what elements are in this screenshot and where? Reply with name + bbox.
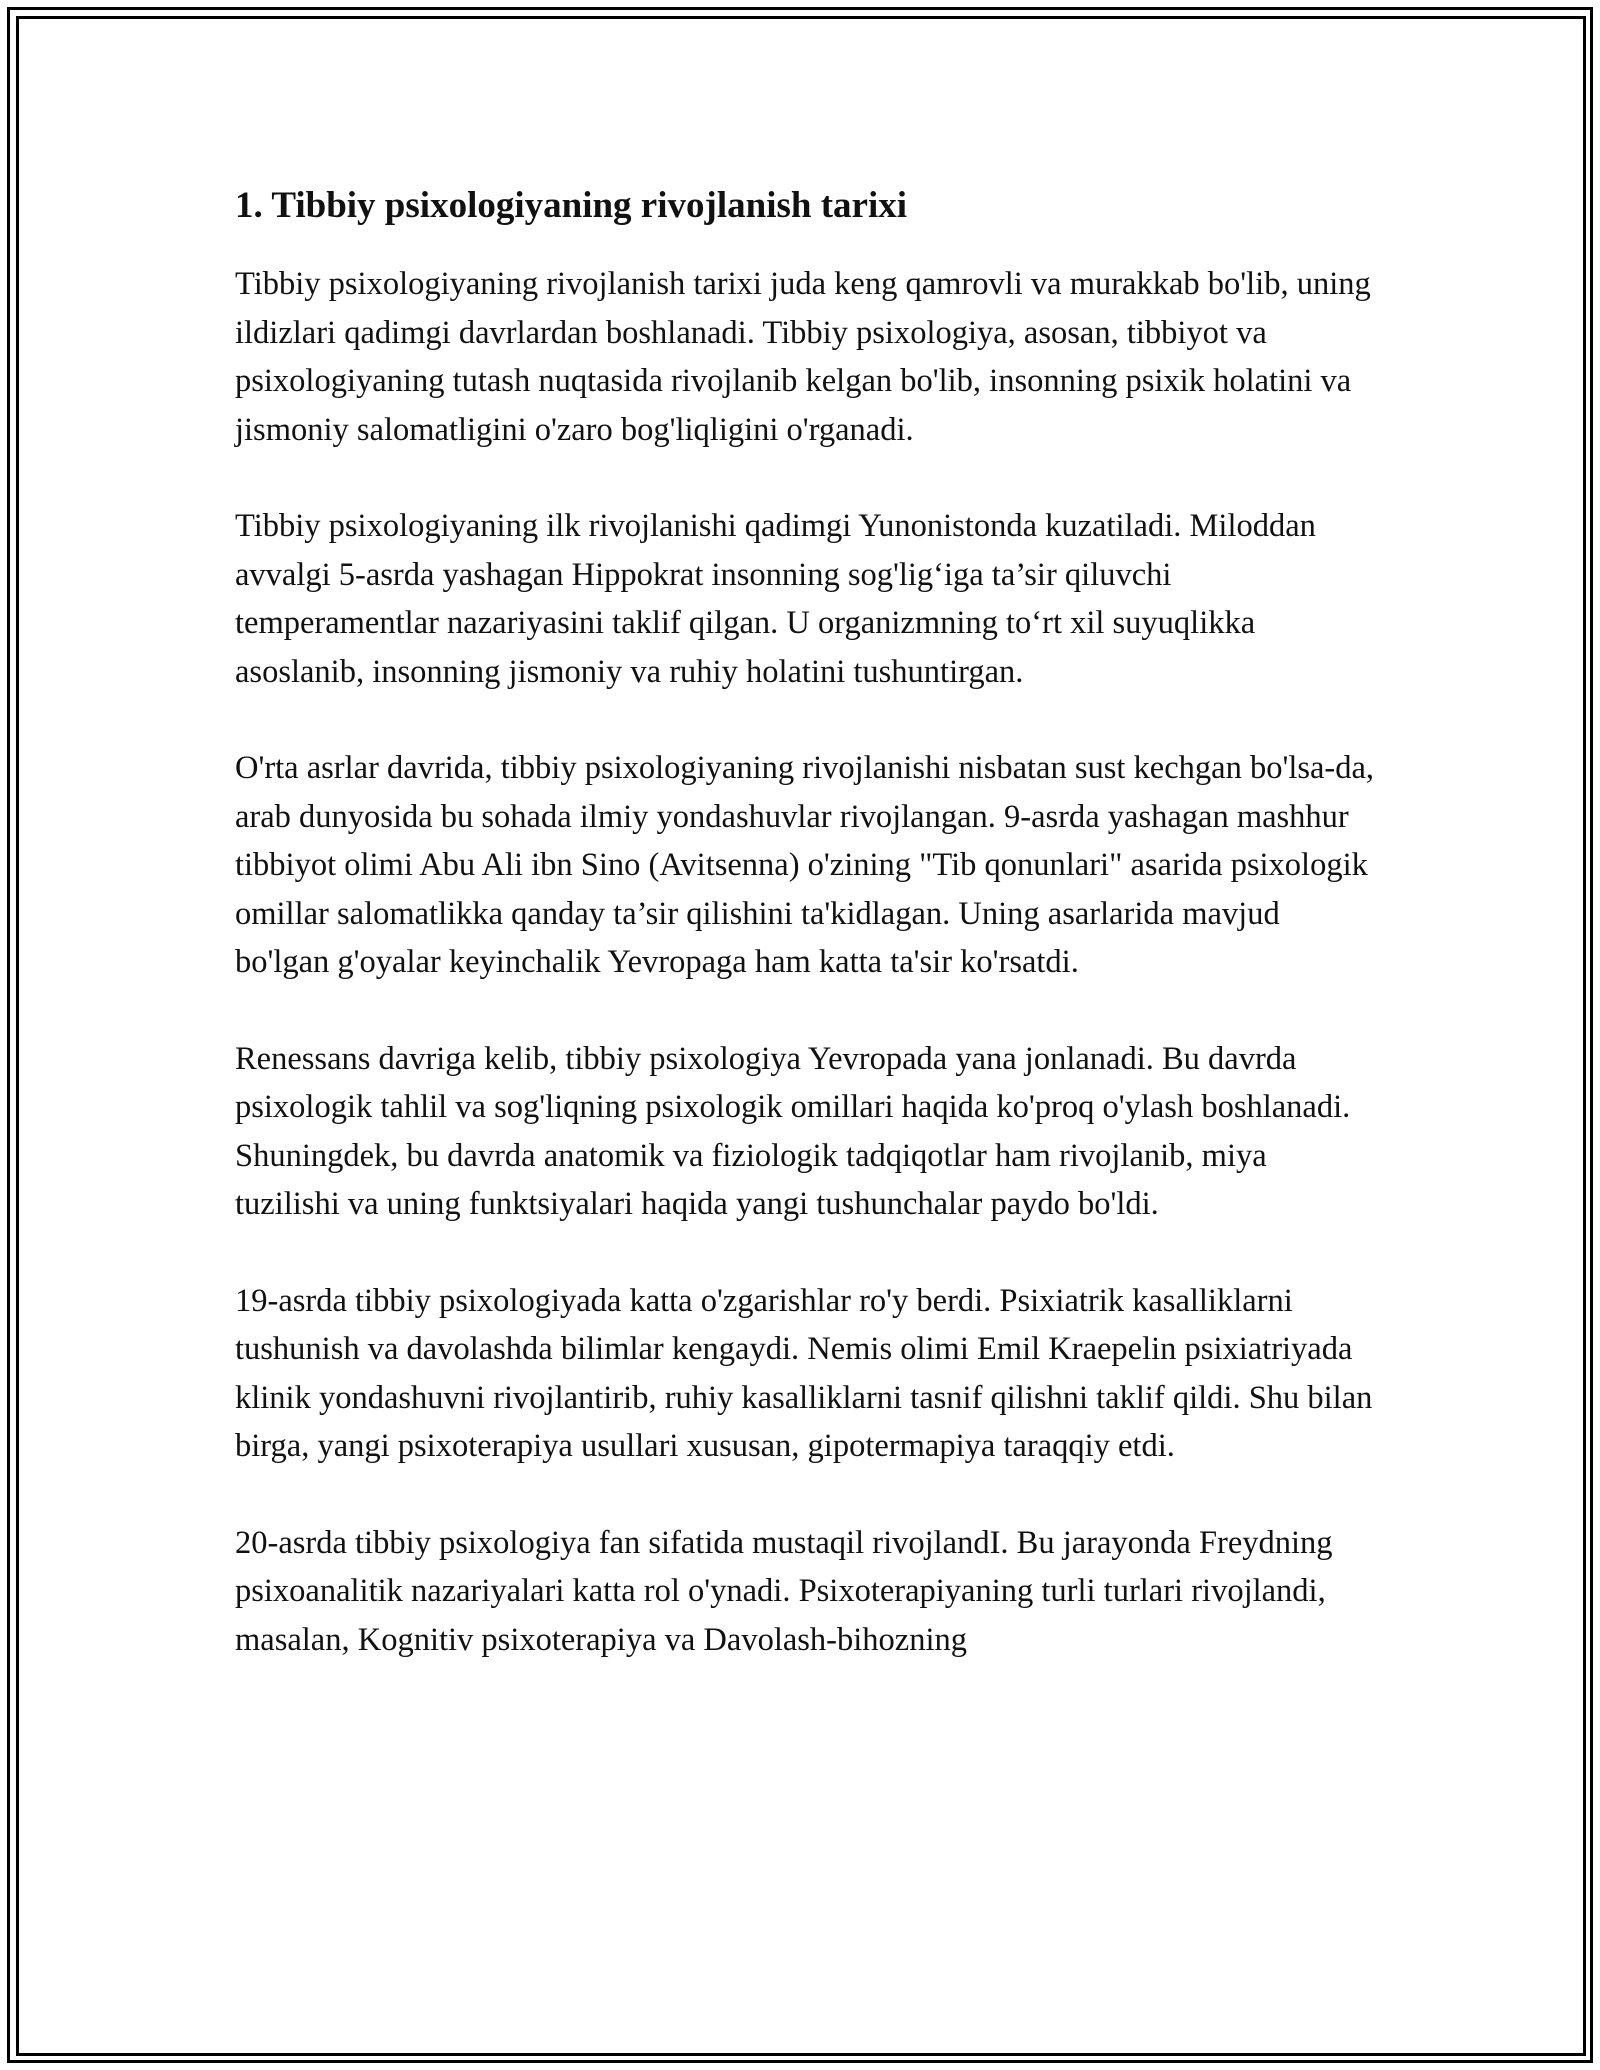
paragraph-19th-century: 19-asrda tibbiy psixologiyada katta o'zgarishlar ro'y berdi. Psixiatrik kasalliklarni tushunish va davolashda bilimlar kengaydi. Nemis olimi Emil Kraepelin psixiatriyada klinik yondashuvni rivojlantirib, ruhiy kasalliklarni tasnif qilishni taklif qildi. Shu bilan birga, yangi psixoterapiya usullari xususan, gipotermapiya taraqqiy etdi. <box>235 1282 1373 1464</box>
paragraph-renaissance: Renessans davriga kelib, tibbiy psixologiya Yevropada yana jonlanadi. Bu davrda psixologik tahlil va sog'liqning psixologik omillari haqida ko'proq o'ylash boshlanadi. Shuningdek, bu davrda anatomik va fiziologik tadqiqotlar ham rivojlanib, miya tuzilishi va uning funktsiyalari haqida yangi tushunchalar paydo bo'ldi. <box>235 1040 1351 1222</box>
paragraph-middle-ages: O'rta asrlar davrida, tibbiy psixologiyaning rivojlanishi nisbatan sust kechgan bo'lsa-da, arab dunyosida bu sohada ilmiy yondashuvlar rivojlangan. 9-asrda yashagan mashhur tibbiyot olimi Abu Ali ibn Sino (Avitsenna) o'zining "Tib qonunlari" asarida psixologik omillar salomatlikka qanday ta’sir qilishini ta'kidlagan. Uning asarlarida mavjud bo'lgan g'oyalar keyinchalik Yevropaga ham katta ta'sir ko'rsatdi. <box>235 750 1375 980</box>
paragraph-intro: Tibbiy psixologiyaning rivojlanish tarixi juda keng qamrovli va murakkab bo'lib, uning ildizlari qadimgi davrlardan boshlanadi. Tibbiy psixologiya, asosan, tibbiyot va psixologiyaning tutash nuqtasida rivojlanib kelgan bo'lib, insonning psixik holatini va jismoniy salomatligini o'zaro bog'liqligini o'rganadi. <box>235 266 1371 448</box>
document-body <box>235 180 1375 1712</box>
section-heading: 1. Tibbiy psixologiyaning rivojlanish tarixi <box>235 185 907 226</box>
paragraph-20th-century: 20-asrda tibbiy psixologiya fan sifatida mustaqil rivojlandI. Bu jarayonda Freydning psixoanalitik nazariyalari katta rol o'ynadi. Psixoterapiyaning turli turlari rivojlandi, masalan, Kognitiv psixoterapiya va Davolash-bihozning <box>235 1524 1333 1658</box>
paragraph-ancient-greece: Tibbiy psixologiyaning ilk rivojlanishi qadimgi Yunonistonda kuzatiladi. Miloddan avvalgi 5-asrda yashagan Hippokrat insonning sog'lig‘iga ta’sir qiluvchi temperamentlar nazariyasini taklif qilgan. U organizmning to‘rt xil suyuqlikka asoslanib, insonning jismoniy va ruhiy holatini tushuntirgan. <box>235 508 1316 690</box>
